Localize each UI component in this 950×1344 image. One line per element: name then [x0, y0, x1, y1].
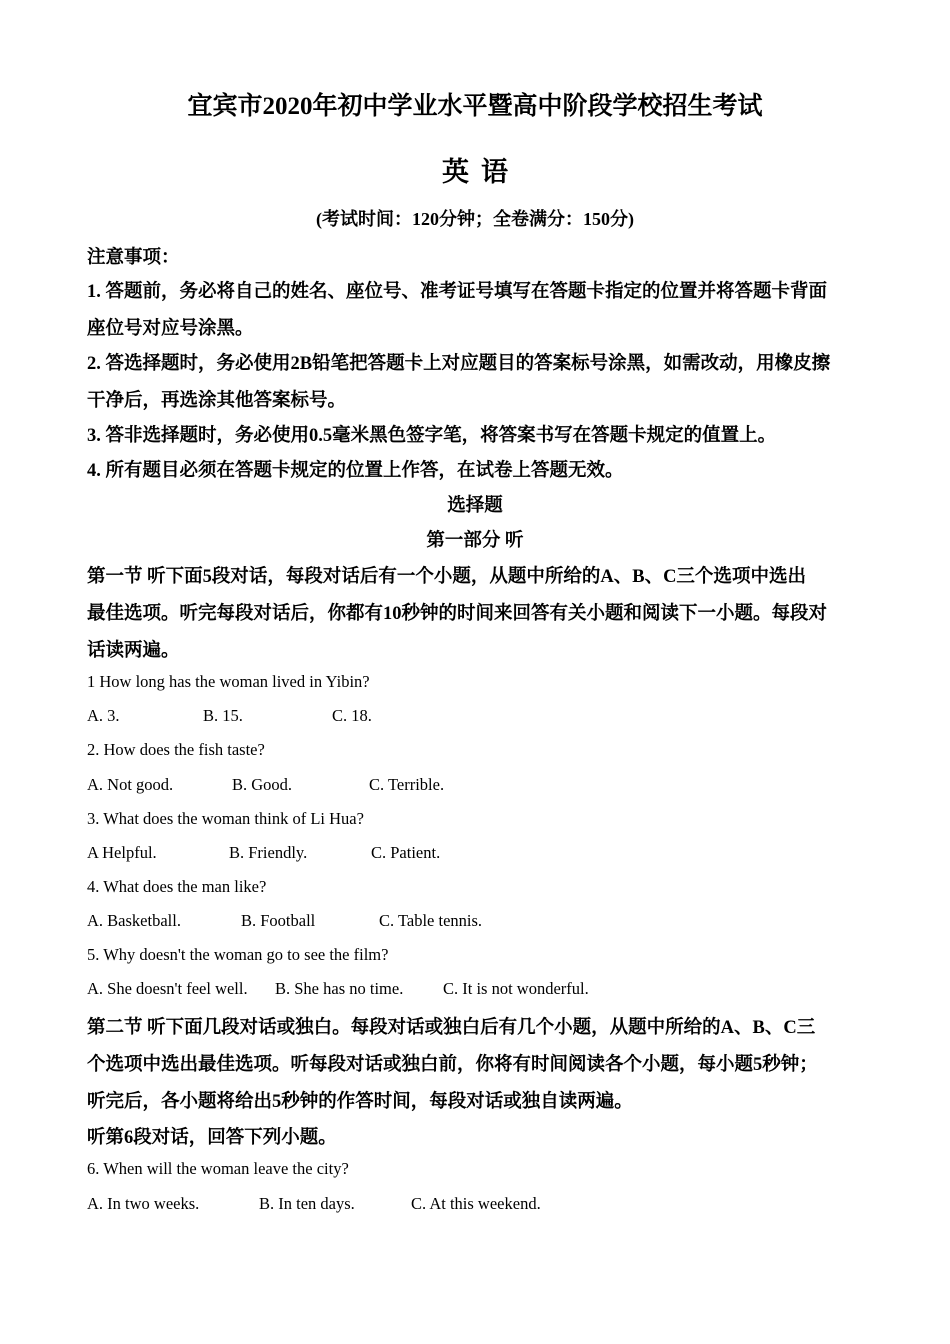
question-6: 6. When will the woman leave the city?	[87, 1159, 349, 1178]
section-title: 选择题	[447, 496, 503, 516]
section1-instruction: 最佳选项。听完每段对话后，你都有10秒钟的时间来回答有关小题和阅读下一小题。每段对	[87, 604, 828, 624]
q3-option-a: A Helpful.	[87, 843, 157, 862]
question-4: 4. What does the man like?	[87, 877, 267, 896]
notice-line: 4. 所有题目必须在答题卡规定的位置上作答，在试卷上答题无效。	[87, 461, 624, 481]
notice-line: 2. 答选择题时，务必使用2B铅笔把答题卡上对应题目的答案标号涂黑，如需改动，用橡皮擦	[87, 354, 831, 374]
section2-instruction: 第二节 听下面几段对话或独白。每段对话或独白后有几个小题，从题中所给的A、B、C三	[87, 1018, 816, 1038]
q2-option-c: C. Terrible.	[369, 775, 445, 794]
q1-option-a: A. 3.	[87, 706, 120, 725]
q5-option-a: A. She doesn't feel well.	[87, 979, 248, 998]
q6-option-a: A. In two weeks.	[87, 1194, 200, 1213]
q5-option-c: C. It is not wonderful.	[443, 979, 589, 998]
notice-line: 3. 答非选择题时，务必使用0.5毫米黑色签字笔，将答案书写在答题卡规定的值置上。	[87, 426, 777, 446]
q3-option-c: C. Patient.	[371, 843, 441, 862]
q5-option-b: B. She has no time.	[275, 979, 404, 998]
dialogue-6-instruction: 听第6段对话，回答下列小题。	[87, 1128, 337, 1148]
section1-instruction: 话读两遍。	[87, 641, 180, 661]
q1-option-c: C. 18.	[332, 706, 372, 725]
section2-instruction: 个选项中选出最佳选项。听每段对话或独白前，你将有时间阅读各个小题，每小题5秒钟；	[87, 1055, 818, 1075]
q3-option-b: B. Friendly.	[229, 843, 308, 862]
notice-line: 座位号对应号涂黑。	[87, 319, 254, 339]
notice-line: 1. 答题前，务必将自己的姓名、座位号、准考证号填写在答题卡指定的位置并将答题卡背面	[87, 282, 828, 302]
question-3: 3. What does the woman think of Li Hua?	[87, 809, 364, 828]
q4-option-c: C. Table tennis.	[379, 911, 483, 930]
q4-option-b: B. Football	[241, 911, 316, 930]
question-2: 2. How does the fish taste?	[87, 740, 265, 759]
q1-option-b: B. 15.	[203, 706, 243, 725]
question-5: 5. Why doesn't the woman go to see the film?	[87, 945, 389, 964]
q6-option-b: B. In ten days.	[259, 1194, 355, 1213]
exam-title: 宜宾市2020年初中学业水平暨高中阶段学校招生考试	[187, 93, 763, 120]
notice-heading: 注意事项：	[87, 248, 180, 268]
part-title: 第一部分 听	[426, 531, 524, 551]
q2-option-b: B. Good.	[232, 775, 293, 794]
section1-instruction: 第一节 听下面5段对话，每段对话后有一个小题，从题中所给的A、B、C三个选项中选出	[87, 567, 806, 587]
q6-option-c: C. At this weekend.	[411, 1194, 541, 1213]
notice-line: 干净后，再选涂其他答案标号。	[87, 391, 347, 411]
question-1: 1 How long has the woman lived in Yibin?	[87, 672, 370, 691]
q2-option-a: A. Not good.	[87, 775, 174, 794]
exam-info: (考试时间：120分钟；全卷满分：150分)	[316, 209, 634, 229]
section2-instruction: 听完后，各小题将给出5秒钟的作答时间，每段对话或独自读两遍。	[87, 1092, 633, 1112]
subject-title: 英语	[442, 157, 520, 187]
q4-option-a: A. Basketball.	[87, 911, 181, 930]
